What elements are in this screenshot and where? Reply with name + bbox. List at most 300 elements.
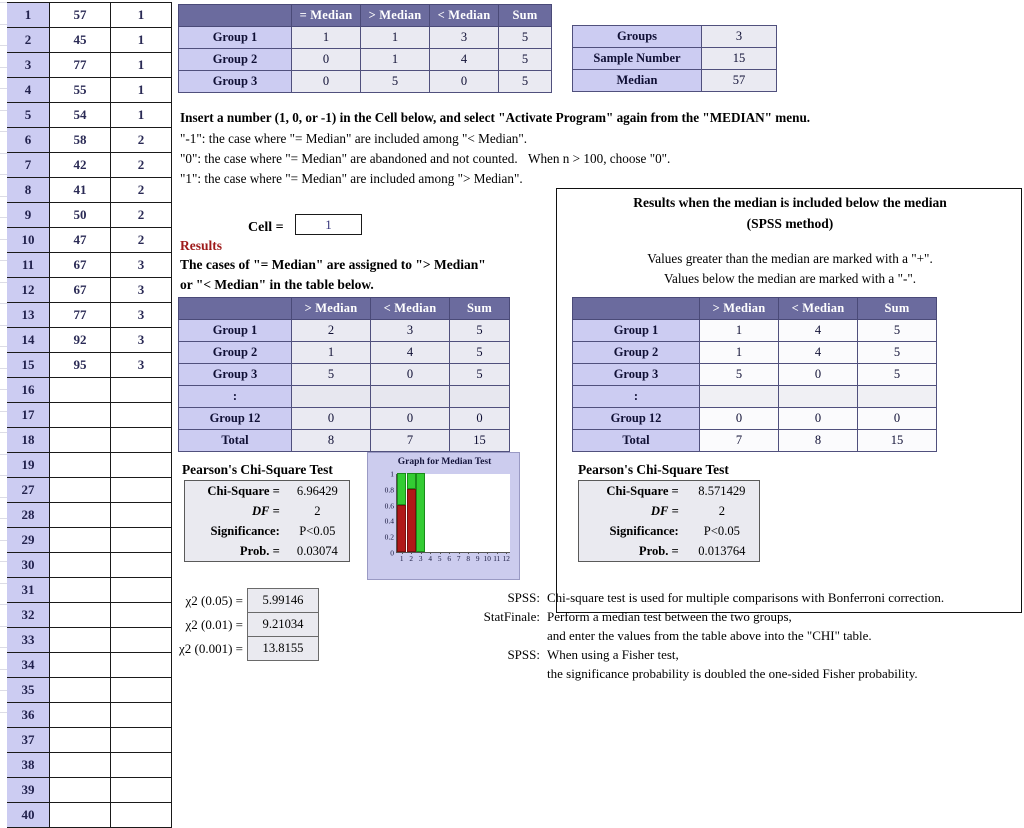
chi-value: 0.013764 xyxy=(698,543,746,558)
critical-value-label: χ2 (0.05) = xyxy=(185,592,244,608)
chi-value: 2 xyxy=(314,503,321,518)
row-number[interactable]: 3 xyxy=(7,53,50,78)
sheet-row[interactable] xyxy=(7,653,172,678)
sheet-row[interactable] xyxy=(7,578,172,603)
row-number[interactable]: 38 xyxy=(7,753,50,778)
row-number[interactable]: 1 xyxy=(7,3,50,28)
sheet-row[interactable] xyxy=(7,78,172,103)
sheet-row[interactable] xyxy=(7,153,172,178)
group-cell[interactable] xyxy=(111,403,172,428)
data-cell[interactable]: 5 xyxy=(361,71,430,93)
row-number[interactable]: 18 xyxy=(7,428,50,453)
data-cell[interactable]: 5 xyxy=(858,320,937,342)
column-header: Sum xyxy=(858,298,937,320)
note-source xyxy=(460,626,547,645)
sheet-row[interactable] xyxy=(7,178,172,203)
cell-input-label: Cell = xyxy=(248,220,284,235)
row-number[interactable]: 13 xyxy=(7,303,50,328)
sheet-row[interactable] xyxy=(7,728,172,753)
table-row[interactable] xyxy=(573,320,937,342)
data-cell[interactable]: 0 xyxy=(450,408,510,430)
data-cell[interactable]: 1 xyxy=(361,27,430,49)
value-cell[interactable]: 47 xyxy=(50,228,111,253)
row-number[interactable]: 2 xyxy=(7,28,50,53)
value-cell[interactable] xyxy=(50,778,111,803)
row-number[interactable]: 6 xyxy=(7,128,50,153)
group-cell[interactable] xyxy=(111,453,172,478)
data-cell[interactable]: 1 xyxy=(292,27,361,49)
data-cell[interactable]: 0 xyxy=(779,364,858,386)
data-cell[interactable]: 4 xyxy=(779,342,858,364)
data-cell[interactable]: 4 xyxy=(430,49,499,71)
y-tick-label: 0.2 xyxy=(384,532,394,542)
x-tick-label: 3 xyxy=(418,554,423,563)
group-cell[interactable] xyxy=(111,378,172,403)
data-cell[interactable]: 1 xyxy=(700,342,779,364)
gridline xyxy=(0,282,7,283)
column-header: < Median xyxy=(430,5,499,27)
group-cell[interactable]: 1 xyxy=(111,103,172,128)
gridline xyxy=(0,583,7,584)
data-cell[interactable]: 0 xyxy=(292,49,361,71)
row-label: : xyxy=(573,386,700,408)
group-cell[interactable]: 3 xyxy=(111,328,172,353)
median-test-chart[interactable] xyxy=(367,452,520,580)
gridline xyxy=(0,217,7,218)
gridline xyxy=(0,647,7,648)
value-cell[interactable] xyxy=(50,603,111,628)
data-cell[interactable]: 5 xyxy=(858,342,937,364)
data-cell[interactable] xyxy=(450,386,510,408)
chi-row xyxy=(579,501,759,521)
value-cell[interactable] xyxy=(50,478,111,503)
gridline xyxy=(0,153,7,154)
row-label: Group 1 xyxy=(179,27,292,49)
value-cell[interactable]: 77 xyxy=(50,303,111,328)
row-number[interactable]: 32 xyxy=(7,603,50,628)
gridline xyxy=(0,325,7,326)
data-cell[interactable] xyxy=(292,386,371,408)
x-tick-label: 5 xyxy=(437,554,442,563)
value-cell[interactable]: 67 xyxy=(50,278,111,303)
group-cell[interactable]: 1 xyxy=(111,3,172,28)
row-number[interactable]: 14 xyxy=(7,328,50,353)
median-counts-table[interactable] xyxy=(178,4,552,93)
value-cell[interactable]: 67 xyxy=(50,253,111,278)
chi-row xyxy=(579,481,759,501)
chi-key: Prob. = xyxy=(239,543,280,558)
data-cell[interactable]: 5 xyxy=(450,364,510,386)
y-tick-label: 0.6 xyxy=(384,501,394,511)
column-header: > Median xyxy=(361,5,430,27)
summary-label: Groups xyxy=(573,26,702,48)
group-cell[interactable]: 1 xyxy=(111,28,172,53)
table-row[interactable] xyxy=(573,430,937,452)
value-cell[interactable]: 58 xyxy=(50,128,111,153)
chart-bar-segment xyxy=(407,489,416,552)
critical-value-label: χ2 (0.01) = xyxy=(185,616,244,632)
sheet-row[interactable] xyxy=(7,53,172,78)
data-cell[interactable]: 7 xyxy=(371,430,450,452)
row-number[interactable]: 37 xyxy=(7,728,50,753)
gridline xyxy=(0,626,7,627)
group-cell[interactable] xyxy=(111,778,172,803)
x-tick-label: 8 xyxy=(466,554,471,563)
y-tick-label: 0 xyxy=(390,548,394,558)
row-number[interactable]: 11 xyxy=(7,253,50,278)
table-row[interactable] xyxy=(179,408,510,430)
data-cell[interactable]: 5 xyxy=(700,364,779,386)
data-cell[interactable]: 1 xyxy=(292,342,371,364)
group-cell[interactable] xyxy=(111,553,172,578)
data-cell[interactable]: 1 xyxy=(361,49,430,71)
table-row[interactable] xyxy=(573,342,937,364)
row-number[interactable]: 36 xyxy=(7,703,50,728)
sheet-row[interactable] xyxy=(7,378,172,403)
note-source: SPSS: xyxy=(507,590,540,605)
note-row xyxy=(460,626,1024,645)
group-cell[interactable] xyxy=(111,528,172,553)
summary-label: Median xyxy=(573,70,702,92)
data-cell[interactable]: 5 xyxy=(450,320,510,342)
gridline xyxy=(0,518,7,519)
instruction-line-4: "1": the case where "= Median" are included among "> Median". xyxy=(180,171,523,186)
sheet-row[interactable] xyxy=(7,678,172,703)
group-cell[interactable]: 1 xyxy=(111,53,172,78)
panel-note-line-1: Values greater than the median are marked with a "+". xyxy=(647,251,933,266)
row-number[interactable]: 12 xyxy=(7,278,50,303)
group-cell[interactable]: 2 xyxy=(111,153,172,178)
column-header: = Median xyxy=(292,5,361,27)
data-cell[interactable]: 8 xyxy=(292,430,371,452)
sheet-row[interactable] xyxy=(7,328,172,353)
sheet-row[interactable] xyxy=(7,403,172,428)
sheet-row[interactable] xyxy=(7,28,172,53)
table-row[interactable] xyxy=(573,408,937,430)
results-left-table[interactable] xyxy=(178,297,510,452)
chi-key: DF = xyxy=(251,503,280,518)
group-cell[interactable] xyxy=(111,653,172,678)
value-cell[interactable] xyxy=(50,503,111,528)
data-cell[interactable]: 4 xyxy=(779,320,858,342)
data-cell[interactable]: 5 xyxy=(499,27,552,49)
row-number[interactable]: 8 xyxy=(7,178,50,203)
value-cell[interactable] xyxy=(50,428,111,453)
value-cell[interactable]: 57 xyxy=(50,3,111,28)
row-label: Group 12 xyxy=(573,408,700,430)
row-label: : xyxy=(179,386,292,408)
gridline xyxy=(0,690,7,691)
table-row[interactable] xyxy=(573,364,937,386)
value-cell[interactable]: 50 xyxy=(50,203,111,228)
chi-square-title-right: Pearson's Chi-Square Test xyxy=(578,462,729,477)
group-cell[interactable]: 3 xyxy=(111,278,172,303)
row-number[interactable]: 29 xyxy=(7,528,50,553)
data-cell[interactable]: 3 xyxy=(430,27,499,49)
gridline xyxy=(0,174,7,175)
data-cell[interactable]: 5 xyxy=(450,342,510,364)
summary-value[interactable]: 3 xyxy=(702,26,777,48)
row-label: Group 2 xyxy=(179,49,292,71)
row-number[interactable]: 5 xyxy=(7,103,50,128)
sheet-row[interactable] xyxy=(7,503,172,528)
data-cell[interactable]: 5 xyxy=(858,364,937,386)
sheet-row[interactable] xyxy=(7,3,172,28)
row-number[interactable]: 35 xyxy=(7,678,50,703)
group-cell[interactable] xyxy=(111,603,172,628)
gridline xyxy=(0,368,7,369)
table-row[interactable] xyxy=(179,386,510,408)
data-cell[interactable]: 3 xyxy=(371,320,450,342)
row-label: Group 3 xyxy=(179,364,292,386)
gridline xyxy=(0,540,7,541)
value-cell[interactable] xyxy=(50,678,111,703)
data-cell[interactable] xyxy=(858,386,937,408)
value-cell[interactable] xyxy=(50,653,111,678)
value-cell[interactable]: 41 xyxy=(50,178,111,203)
data-cell[interactable]: 0 xyxy=(779,408,858,430)
row-label: Group 3 xyxy=(179,71,292,93)
results-heading: Results xyxy=(180,238,223,253)
value-cell[interactable] xyxy=(50,753,111,778)
data-cell[interactable] xyxy=(779,386,858,408)
row-label: Group 1 xyxy=(573,320,700,342)
table-row[interactable] xyxy=(179,342,510,364)
results-right-table[interactable] xyxy=(572,297,937,452)
gridline xyxy=(0,45,7,46)
value-cell[interactable] xyxy=(50,803,111,828)
value-cell[interactable] xyxy=(50,628,111,653)
value-cell[interactable] xyxy=(50,453,111,478)
group-cell[interactable] xyxy=(111,628,172,653)
row-number[interactable]: 33 xyxy=(7,628,50,653)
value-cell[interactable] xyxy=(50,703,111,728)
summary-value[interactable]: 57 xyxy=(702,70,777,92)
sheet-row[interactable] xyxy=(7,303,172,328)
row-number[interactable]: 15 xyxy=(7,353,50,378)
group-cell[interactable]: 2 xyxy=(111,128,172,153)
chi-key: Prob. = xyxy=(638,543,679,558)
row-number[interactable]: 39 xyxy=(7,778,50,803)
gridline xyxy=(0,88,7,89)
gridline xyxy=(0,110,7,111)
value-cell[interactable] xyxy=(50,528,111,553)
sheet-row[interactable] xyxy=(7,803,172,828)
column-header xyxy=(573,298,700,320)
results-desc-line-1: The cases of "= Median" are assigned to "> Median" xyxy=(180,257,486,272)
sheet-row[interactable] xyxy=(7,228,172,253)
sheet-row[interactable] xyxy=(7,603,172,628)
data-cell[interactable]: 5 xyxy=(499,49,552,71)
data-cell[interactable]: 0 xyxy=(371,408,450,430)
x-tick-label: 12 xyxy=(502,554,510,563)
data-cell[interactable]: 0 xyxy=(371,364,450,386)
row-number[interactable]: 28 xyxy=(7,503,50,528)
panel-note-line-2: Values below the median are marked with a "-". xyxy=(663,271,917,286)
data-cell[interactable]: 4 xyxy=(371,342,450,364)
group-cell[interactable] xyxy=(111,578,172,603)
data-cell[interactable]: 5 xyxy=(499,71,552,93)
chart-bar xyxy=(416,473,425,552)
group-cell[interactable]: 3 xyxy=(111,353,172,378)
data-cell[interactable]: 1 xyxy=(700,320,779,342)
table-row[interactable] xyxy=(179,430,510,452)
sheet-row[interactable] xyxy=(7,453,172,478)
group-cell[interactable]: 2 xyxy=(111,203,172,228)
table-header-row xyxy=(179,298,510,320)
x-tick-label: 7 xyxy=(456,554,461,563)
value-cell[interactable] xyxy=(50,403,111,428)
chi-value: P<0.05 xyxy=(703,523,740,538)
gridline xyxy=(0,411,7,412)
note-row xyxy=(460,607,1024,626)
data-cell[interactable]: 8 xyxy=(779,430,858,452)
critical-value-row xyxy=(178,637,319,661)
value-cell[interactable]: 55 xyxy=(50,78,111,103)
sheet-row[interactable] xyxy=(7,778,172,803)
data-cell[interactable]: 2 xyxy=(292,320,371,342)
critical-value-label: χ2 (0.001) = xyxy=(179,640,244,656)
chart-bar-segment xyxy=(397,473,406,505)
data-cell[interactable]: 5 xyxy=(292,364,371,386)
sheet-row[interactable] xyxy=(7,253,172,278)
row-number[interactable]: 27 xyxy=(7,478,50,503)
sheet-row[interactable] xyxy=(7,428,172,453)
critical-value: 9.21034 xyxy=(248,613,319,637)
x-tick-label: 11 xyxy=(493,554,501,563)
sheet-row[interactable] xyxy=(7,528,172,553)
group-cell[interactable] xyxy=(111,803,172,828)
gridline xyxy=(0,454,7,455)
value-cell[interactable] xyxy=(50,728,111,753)
group-cell[interactable] xyxy=(111,678,172,703)
chi-row xyxy=(185,521,349,541)
group-cell[interactable]: 2 xyxy=(111,178,172,203)
sheet-row[interactable] xyxy=(7,628,172,653)
data-cell[interactable]: 7 xyxy=(700,430,779,452)
table-row[interactable] xyxy=(573,386,937,408)
note-text: Chi-square test is used for multiple comparisons with Bonferroni correction. xyxy=(547,590,945,605)
x-tick-label: 6 xyxy=(447,554,452,563)
gridline xyxy=(0,389,7,390)
data-cell[interactable] xyxy=(371,386,450,408)
data-cell[interactable]: 0 xyxy=(858,408,937,430)
summary-table[interactable] xyxy=(572,25,777,92)
value-cell[interactable]: 45 xyxy=(50,28,111,53)
row-number[interactable]: 19 xyxy=(7,453,50,478)
results-desc-line-2: or "< Median" in the table below. xyxy=(180,277,374,292)
value-cell[interactable]: 42 xyxy=(50,153,111,178)
summary-value[interactable]: 15 xyxy=(702,48,777,70)
group-cell[interactable] xyxy=(111,753,172,778)
sheet-row[interactable] xyxy=(7,103,172,128)
data-cell[interactable]: 15 xyxy=(858,430,937,452)
gridline xyxy=(0,432,7,433)
data-cell[interactable]: 0 xyxy=(700,408,779,430)
cell-input[interactable]: 1 xyxy=(295,214,362,235)
note-text: and enter the values from the table above into the "CHI" table. xyxy=(547,628,872,643)
chart-bar-segment xyxy=(416,473,425,552)
row-number[interactable]: 10 xyxy=(7,228,50,253)
table-row[interactable] xyxy=(179,71,552,93)
value-cell[interactable]: 77 xyxy=(50,53,111,78)
sheet-row[interactable] xyxy=(7,203,172,228)
row-number[interactable]: 7 xyxy=(7,153,50,178)
value-cell[interactable] xyxy=(50,553,111,578)
chi-row xyxy=(185,541,349,561)
data-cell[interactable]: 0 xyxy=(430,71,499,93)
row-number[interactable]: 34 xyxy=(7,653,50,678)
row-gridline-strip xyxy=(0,0,7,688)
sheet-row[interactable] xyxy=(7,703,172,728)
critical-value-row xyxy=(178,613,319,637)
value-cell[interactable]: 95 xyxy=(50,353,111,378)
sheet-row[interactable] xyxy=(7,353,172,378)
sheet-row[interactable] xyxy=(7,478,172,503)
row-number[interactable]: 31 xyxy=(7,578,50,603)
data-cell[interactable] xyxy=(700,386,779,408)
group-cell[interactable] xyxy=(111,703,172,728)
group-cell[interactable]: 1 xyxy=(111,78,172,103)
table-row[interactable] xyxy=(179,320,510,342)
group-cell[interactable]: 2 xyxy=(111,228,172,253)
table-row[interactable] xyxy=(179,364,510,386)
group-cell[interactable]: 3 xyxy=(111,303,172,328)
gridline xyxy=(0,346,7,347)
data-cell[interactable]: 0 xyxy=(292,408,371,430)
summary-row[interactable] xyxy=(573,48,777,70)
table-row[interactable] xyxy=(179,49,552,71)
data-cell[interactable]: 0 xyxy=(292,71,361,93)
value-cell[interactable] xyxy=(50,378,111,403)
sheet-row[interactable] xyxy=(7,128,172,153)
summary-row[interactable] xyxy=(573,26,777,48)
group-cell[interactable] xyxy=(111,428,172,453)
data-cell[interactable]: 15 xyxy=(450,430,510,452)
row-number[interactable]: 16 xyxy=(7,378,50,403)
note-row xyxy=(460,645,1024,664)
sheet-row[interactable] xyxy=(7,553,172,578)
value-cell[interactable]: 92 xyxy=(50,328,111,353)
table-row[interactable] xyxy=(179,27,552,49)
chi-square-box-left xyxy=(184,480,350,562)
row-number[interactable]: 30 xyxy=(7,553,50,578)
sheet-row[interactable] xyxy=(7,278,172,303)
data-sheet-table[interactable] xyxy=(7,2,172,828)
row-number[interactable]: 40 xyxy=(7,803,50,828)
chi-row xyxy=(579,521,759,541)
value-cell[interactable] xyxy=(50,578,111,603)
chi-key: Significance: xyxy=(609,523,679,538)
summary-row[interactable] xyxy=(573,70,777,92)
sheet-row[interactable] xyxy=(7,753,172,778)
gridline xyxy=(0,604,7,605)
chi-key: DF = xyxy=(650,503,679,518)
note-row xyxy=(460,664,1024,683)
row-number[interactable]: 17 xyxy=(7,403,50,428)
row-number[interactable]: 9 xyxy=(7,203,50,228)
group-cell[interactable] xyxy=(111,728,172,753)
gridline xyxy=(0,67,7,68)
value-cell[interactable]: 54 xyxy=(50,103,111,128)
panel-title-line-1: Results when the median is included below the median xyxy=(633,195,947,210)
table-header-row xyxy=(573,298,937,320)
chart-bar xyxy=(397,473,406,552)
group-cell[interactable] xyxy=(111,503,172,528)
group-cell[interactable]: 3 xyxy=(111,253,172,278)
row-number[interactable]: 4 xyxy=(7,78,50,103)
group-cell[interactable] xyxy=(111,478,172,503)
